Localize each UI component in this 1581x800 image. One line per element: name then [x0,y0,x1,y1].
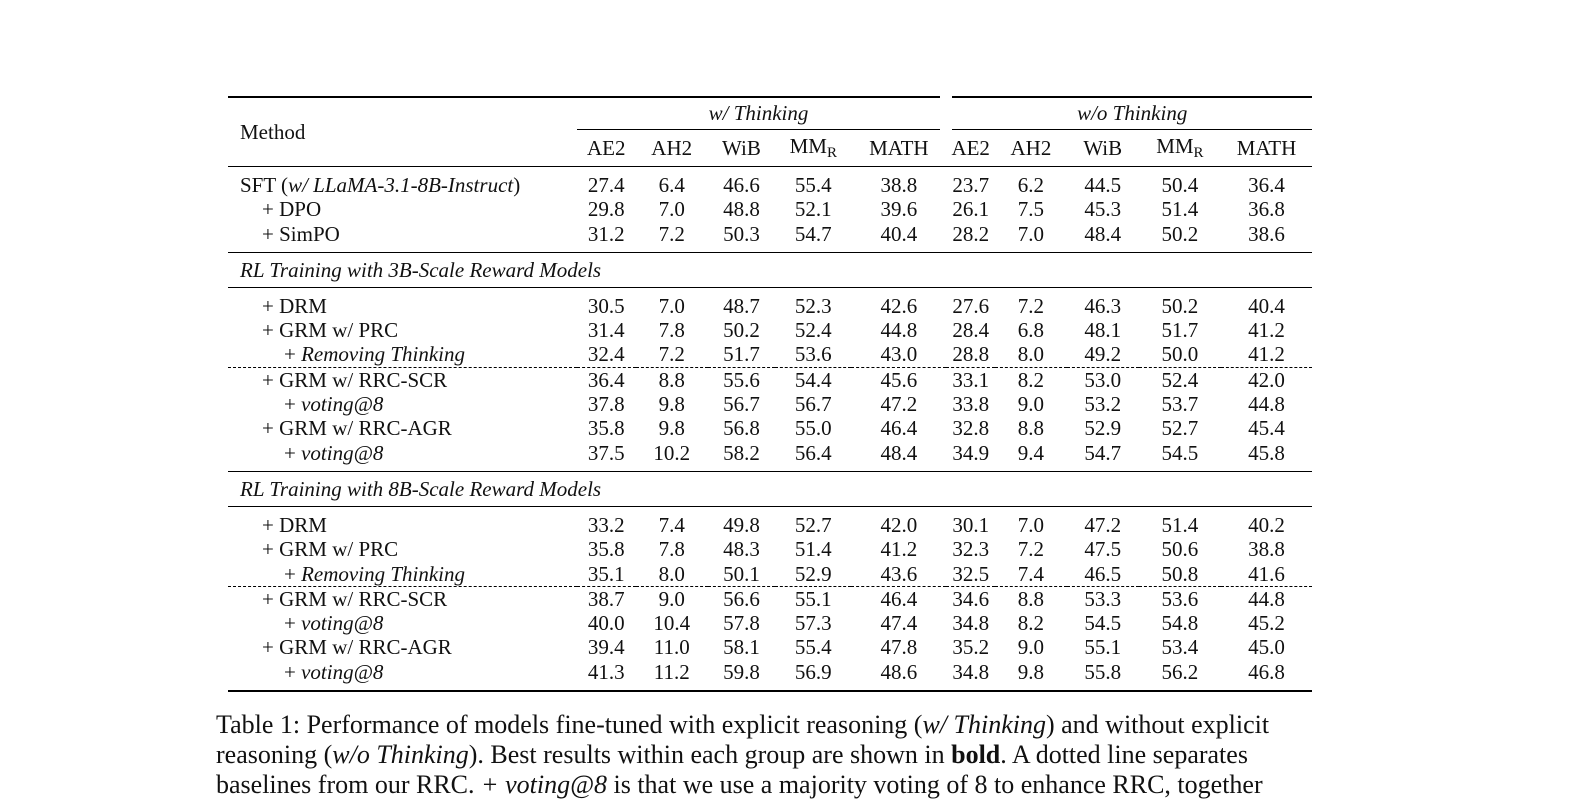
table-row [228,660,1312,691]
column-header [775,130,851,167]
method-label: + [284,440,302,465]
caption-text: reasoning ( [216,740,333,769]
group-header-with-thinking: w/ Thinking [577,97,947,130]
value-cell: 35.2 [952,635,990,660]
value-cell: 55.4 [794,173,832,197]
value-cell: 45.8 [1248,440,1285,465]
section-title: RL Training with 3B-Scale Reward Models [228,252,1312,287]
table-row [228,506,1312,537]
method-cell [228,167,577,198]
value-cell: 7.2 [658,342,685,367]
value-cell: 52.7 [794,512,832,537]
value-cell: 11.0 [653,635,690,660]
value-cell: 9.8 [658,392,685,417]
value-cell: 54.7 [1084,440,1122,465]
table-row [228,635,1312,659]
table-row [228,342,1312,367]
value-cell: 46.4 [851,586,946,611]
value-cell: 31.2 [587,221,625,246]
value-cell: 7.8 [658,537,685,562]
value-cell: 56.4 [794,440,832,465]
value-cell: 32.5 [952,561,990,586]
value-cell: 51.4 [1161,197,1199,222]
method-cell [228,586,577,611]
value-cell: 52.9 [1084,416,1122,441]
value-cell: 47.5 [1084,537,1122,562]
value-cell: 50.4 [1161,173,1199,197]
table-row [228,287,1312,318]
value-cell: 42.0 [1221,367,1312,392]
value-cell: 46.5 [1084,561,1122,586]
value-cell: 7.2 [1017,293,1045,318]
value-cell: 9.8 [995,660,1067,691]
value-cell: 32.4 [587,342,625,367]
method-cell [228,287,577,318]
value-cell: 54.5 [1084,611,1122,636]
value-cell: 27.4 [587,173,625,197]
value-cell: 52.1 [794,197,832,222]
value-cell: 35.8 [587,416,625,441]
value-cell: 41.2 [1248,318,1285,343]
value-cell: 57.3 [794,611,832,636]
column-header [1139,130,1221,167]
group-header-row [228,97,1312,130]
column-header-label: AE2 [951,135,990,160]
table-row [228,611,1312,635]
value-cell: 45.6 [851,367,946,392]
table-row [228,222,1312,253]
value-cell: 6.8 [1017,318,1045,343]
value-cell: 48.8 [723,197,760,222]
value-cell: 56.8 [723,416,760,441]
value-cell: 7.0 [658,293,685,318]
value-cell: 9.8 [658,416,685,441]
value-cell: 47.2 [1084,512,1122,537]
caption-bold: bold [951,740,1001,769]
value-cell: 10.2 [653,440,691,465]
value-cell: 38.7 [577,586,636,611]
value-cell: 53.3 [1067,586,1139,611]
value-cell: 46.4 [880,416,918,441]
method-label-italic: voting@8 [301,440,384,465]
table-row [228,586,1312,611]
value-cell: 39.4 [587,635,625,660]
value-cell: 41.2 [880,537,918,562]
method-cell [228,506,577,537]
value-cell: 47.8 [880,635,918,660]
caption-text: baselines from our RRC. [216,770,482,799]
value-cell: 28.2 [952,221,990,246]
column-header-label: WiB [722,135,761,160]
value-cell: 35.1 [587,561,625,586]
caption-text: . A dotted line separates [1000,740,1248,769]
value-cell: 50.3 [723,221,760,246]
method-label: + [284,392,302,417]
column-header [946,130,995,167]
value-cell: 7.0 [1017,221,1045,246]
value-cell: 6.2 [1017,173,1045,197]
value-cell: 9.0 [636,586,708,611]
value-cell: 56.6 [708,586,776,611]
method-cell [228,635,577,659]
value-cell: 43.6 [880,561,918,586]
table-row [228,318,1312,342]
method-label-italic: w/ LLaMA-3.1-8B-Instruct [288,173,514,197]
column-header-label: MM [1156,134,1194,159]
value-cell: 34.9 [952,440,990,465]
method-cell [228,367,577,392]
value-cell: 11.2 [636,660,708,691]
value-cell: 52.7 [1161,416,1199,441]
method-cell [228,562,577,587]
method-label: + GRM w/ RRC-AGR [262,416,452,441]
value-cell: 51.4 [794,537,832,562]
caption-line-3 [216,770,1316,800]
value-cell: 44.5 [1084,173,1122,197]
column-header-label: MATH [1236,135,1297,160]
value-cell: 45.2 [1248,611,1285,636]
value-cell: 48.4 [1084,221,1122,246]
method-label: + GRM w/ PRC [262,318,399,343]
value-cell: 9.4 [1017,440,1045,465]
value-cell: 36.8 [1248,197,1285,222]
column-header [636,130,708,167]
method-label: + GRM w/ RRC-SCR [262,367,448,392]
value-cell: 48.3 [723,537,760,562]
caption-line-2 [216,740,1316,770]
method-cell [228,392,577,416]
value-cell: 50.2 [1161,293,1199,318]
value-cell: 54.4 [775,367,851,392]
value-cell: 29.8 [587,197,625,222]
method-cell [228,441,577,472]
value-cell: 7.5 [1017,197,1045,222]
value-cell: 46.6 [723,173,760,197]
value-cell: 52.4 [1139,367,1221,392]
value-cell: 51.4 [1161,512,1199,537]
value-cell: 52.3 [794,293,832,318]
value-cell: 55.8 [1067,660,1139,691]
table-row [228,537,1312,561]
value-cell: 7.2 [1017,537,1045,562]
value-cell: 39.6 [880,197,918,222]
column-header-label: AH2 [651,135,693,160]
table-row [228,416,1312,440]
value-cell: 28.4 [952,318,990,343]
method-cell [228,660,577,691]
value-cell: 55.1 [775,586,851,611]
value-cell: 38.8 [880,173,918,197]
value-cell: 46.8 [1221,660,1312,691]
value-cell: 7.4 [1017,561,1045,586]
value-cell: 53.0 [1067,367,1139,392]
method-cell [228,318,577,342]
value-cell: 47.2 [880,392,918,417]
value-cell: 33.8 [952,392,990,417]
method-label: + GRM w/ RRC-AGR [262,635,452,660]
value-cell: 44.8 [1221,586,1312,611]
column-header [577,130,636,167]
value-cell: 7.0 [658,197,685,222]
value-cell: 49.8 [723,512,760,537]
section-header-row [228,471,1312,506]
value-cell: 7.0 [1017,512,1045,537]
value-cell: 8.8 [1017,416,1045,441]
value-cell: 27.6 [952,293,990,318]
method-label: + GRM w/ PRC [262,537,399,562]
value-cell: 48.4 [880,440,918,465]
value-cell: 41.2 [1248,342,1285,367]
method-label: + GRM w/ RRC-SCR [262,586,448,611]
table-caption [216,710,1316,800]
value-cell: 51.7 [1161,318,1199,343]
value-cell: 36.4 [577,367,636,392]
value-cell: 58.1 [723,635,760,660]
value-cell: 37.8 [587,392,625,417]
caption-italic: w/ Thinking [922,710,1046,739]
method-label: + DPO [262,197,322,222]
column-header [851,130,946,167]
value-cell: 53.2 [1084,392,1122,417]
value-cell: 10.4 [653,611,691,636]
column-header [1067,130,1139,167]
value-cell: 51.7 [723,342,760,367]
value-cell: 55.1 [1084,635,1122,660]
value-cell: 30.1 [952,512,990,537]
value-cell: 8.8 [636,367,708,392]
method-label-italic: Removing Thinking [301,561,465,586]
method-cell [228,197,577,221]
value-cell: 53.6 [1139,586,1221,611]
column-header-label: AE2 [586,135,626,160]
value-cell: 23.7 [952,173,990,197]
value-cell: 50.2 [1161,221,1199,246]
method-label: + DRM [262,293,327,318]
method-label-italic: voting@8 [301,611,384,636]
value-cell: 7.2 [658,221,685,246]
value-cell: 45.4 [1248,416,1285,441]
value-cell: 50.2 [723,318,760,343]
value-cell: 34.6 [946,586,995,611]
value-cell: 26.1 [952,197,990,222]
value-cell: 50.8 [1161,561,1199,586]
value-cell: 36.4 [1248,173,1285,197]
method-label-suffix: ) [513,173,521,197]
value-cell: 53.6 [794,342,832,367]
value-cell: 33.1 [946,367,995,392]
caption-text: Table 1: Performance of models fine-tuned with explicit reasoning ( [216,710,923,739]
value-cell: 7.8 [658,318,685,343]
value-cell: 40.4 [880,221,918,246]
value-cell: 54.5 [1161,440,1199,465]
value-cell: 9.0 [1017,392,1045,417]
value-cell: 42.0 [880,512,918,537]
value-cell: 56.7 [723,392,760,417]
value-cell: 28.8 [952,342,990,367]
value-cell: 48.1 [1084,318,1122,343]
value-cell: 42.6 [880,293,918,318]
value-cell: 9.0 [1017,635,1045,660]
value-cell: 44.8 [880,318,918,343]
value-cell: 7.4 [658,512,685,537]
method-label-italic: Removing Thinking [301,342,465,367]
value-cell: 34.8 [952,611,990,636]
value-cell: 56.2 [1139,660,1221,691]
method-header: Method [228,97,577,167]
value-cell: 59.8 [708,660,776,691]
value-cell: 45.3 [1084,197,1122,222]
value-cell: 40.2 [1248,512,1285,537]
value-cell: 53.7 [1161,392,1199,417]
table-row [228,441,1312,472]
value-cell: 43.0 [880,342,918,367]
method-cell [228,611,577,635]
method-label: + SimPO [262,221,340,246]
value-cell: 58.2 [723,440,760,465]
value-cell: 55.4 [794,635,832,660]
method-label: + [284,342,302,367]
value-cell: 38.8 [1248,537,1285,562]
caption-text: is that we use a majority voting of 8 to enhance RRC, together [606,770,1263,799]
caption-line-1 [216,710,1316,740]
method-label-italic: voting@8 [301,392,384,417]
method-cell [228,342,577,367]
results-table [228,96,1312,692]
table-row [228,562,1312,587]
caption-italic: + voting@8 [481,770,607,799]
section-title: RL Training with 8B-Scale Reward Models [228,471,1312,506]
column-header-subscript: R [1193,145,1204,162]
value-cell: 57.8 [723,611,760,636]
column-header-label: MM [789,134,827,159]
value-cell: 8.2 [995,367,1067,392]
method-label: + [284,659,302,684]
method-label: + DRM [262,512,327,537]
value-cell: 8.8 [995,586,1067,611]
value-cell: 54.8 [1161,611,1199,636]
value-cell: 40.0 [587,611,625,636]
value-cell: 8.0 [658,561,685,586]
caption-text: ). Best results within each group are shown in [468,740,952,769]
value-cell: 8.0 [1017,342,1045,367]
value-cell: 49.2 [1084,342,1122,367]
value-cell: 56.9 [775,660,851,691]
table-row [228,197,1312,221]
value-cell: 32.8 [952,416,990,441]
value-cell: 50.6 [1161,537,1199,562]
value-cell: 31.4 [587,318,625,343]
method-cell [228,416,577,440]
column-header-label: AH2 [1010,135,1052,160]
value-cell: 41.3 [577,660,636,691]
value-cell: 34.8 [946,660,995,691]
table-row [228,392,1312,416]
column-header-label: MATH [869,135,929,160]
value-cell: 48.7 [723,293,760,318]
method-cell [228,537,577,561]
group-header-without-thinking: w/o Thinking [946,97,1312,130]
value-cell: 45.0 [1248,635,1285,660]
value-cell: 50.1 [723,561,760,586]
section-header-row [228,252,1312,287]
value-cell: 40.4 [1248,293,1285,318]
value-cell: 37.5 [587,440,625,465]
table-body [228,167,1312,692]
value-cell: 55.0 [794,416,832,441]
value-cell: 41.6 [1248,561,1285,586]
value-cell: 50.0 [1161,342,1199,367]
column-header [708,130,776,167]
value-cell: 8.2 [1017,611,1045,636]
method-label: + [284,611,302,636]
method-label: + [284,561,302,586]
value-cell: 53.4 [1161,635,1199,660]
column-header [1221,130,1312,167]
value-cell: 54.7 [794,221,832,246]
value-cell: 30.5 [587,293,625,318]
value-cell: 44.8 [1248,392,1285,417]
value-cell: 52.9 [794,561,832,586]
value-cell: 32.3 [952,537,990,562]
value-cell: 46.3 [1084,293,1122,318]
value-cell: 38.6 [1248,221,1285,246]
value-cell: 33.2 [587,512,625,537]
value-cell: 52.4 [794,318,832,343]
method-label-italic: voting@8 [301,659,384,684]
column-header-label: WiB [1083,135,1123,160]
table-row [228,167,1312,198]
column-header-subscript: R [826,145,837,162]
caption-italic: w/o Thinking [332,740,469,769]
value-cell: 6.4 [658,173,685,197]
method-label: SFT ( [240,173,289,197]
value-cell: 55.6 [708,367,776,392]
table-row [228,367,1312,392]
column-header [995,130,1067,167]
method-cell [228,222,577,253]
value-cell: 35.8 [587,537,625,562]
value-cell: 48.6 [851,660,946,691]
value-cell: 56.7 [794,392,832,417]
value-cell: 47.4 [880,611,918,636]
caption-text: ) and without explicit [1045,710,1270,739]
